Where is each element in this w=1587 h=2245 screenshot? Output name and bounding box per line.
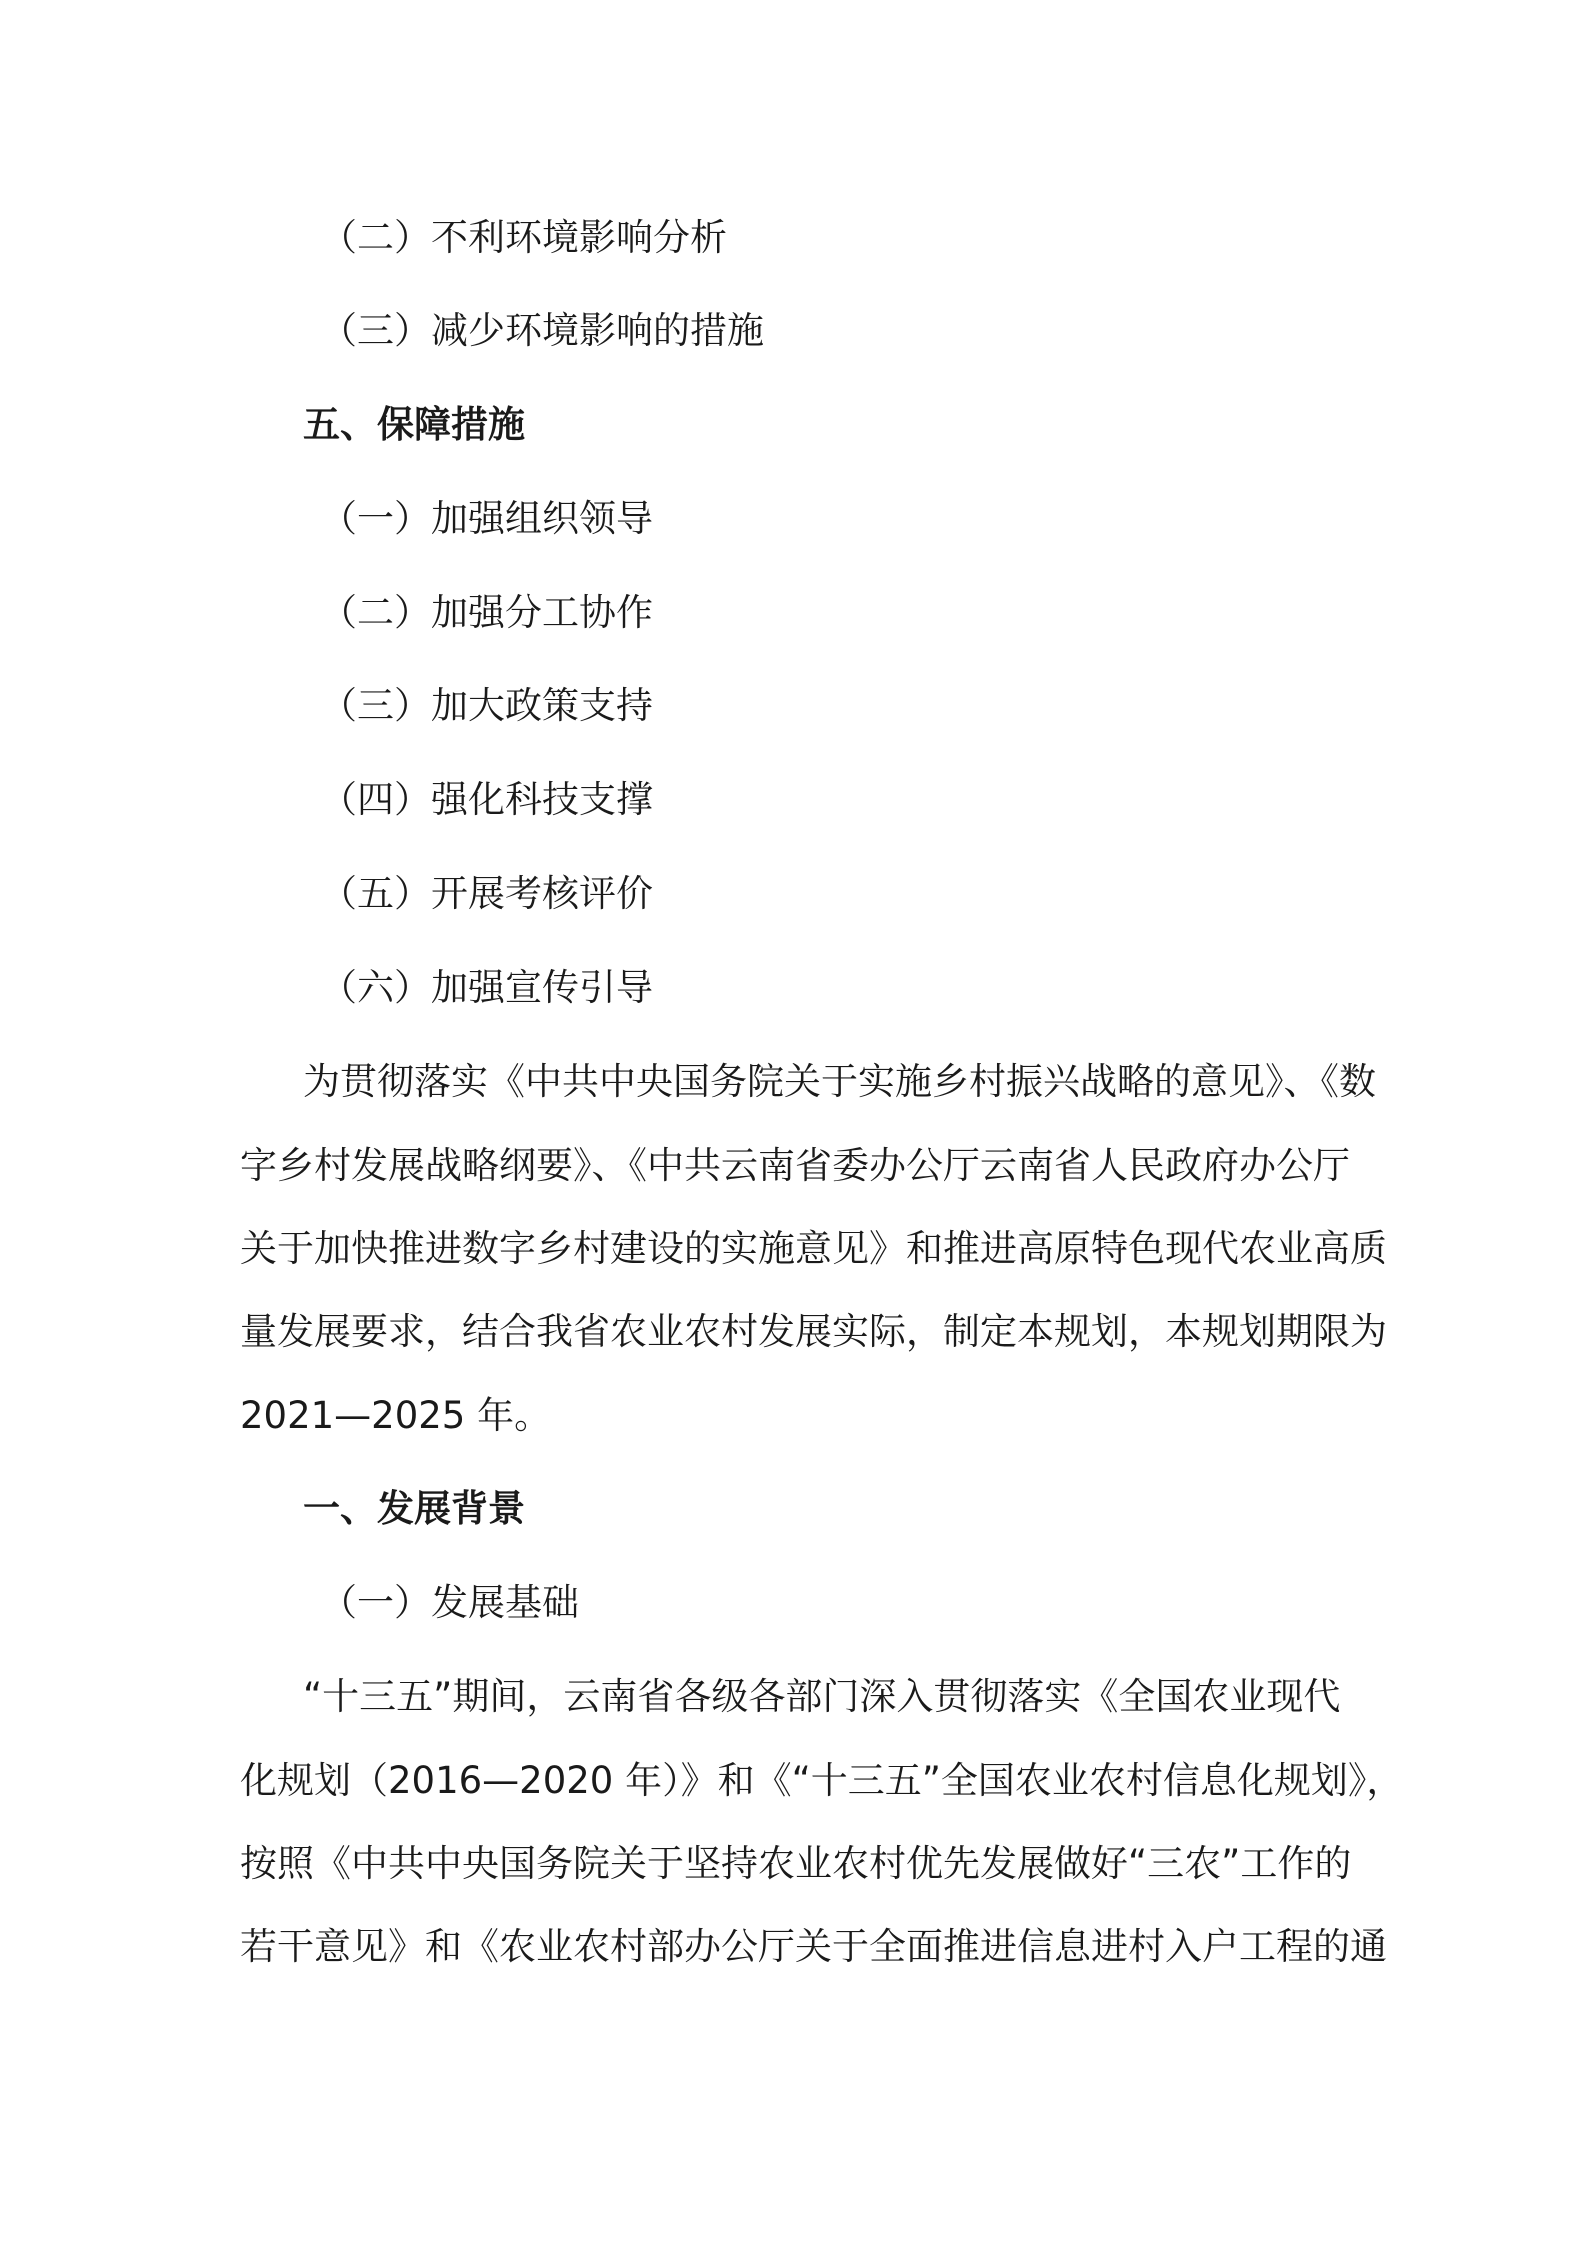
toc-item-5-2: （二）加强分工协作 [320,591,653,634]
section-1-subheading: （一）发展基础 [320,1581,579,1624]
section-5-heading: 五、保障措施 [303,403,525,446]
body-paragraph-line-1: “十三五”期间，云南省各级各部门深入贯彻落实《全国农业现代 [303,1675,1341,1718]
intro-paragraph-line-2: 字乡村发展战略纲要》、《中共云南省委办公厅云南省人民政府办公厅 [240,1144,1350,1187]
section-1-heading: 一、发展背景 [303,1487,525,1530]
toc-item-4-2: （二）不利环境影响分析 [320,216,727,259]
toc-item-5-6: （六）加强宣传引导 [320,966,653,1009]
intro-paragraph-line-5: 2021—2025 年。 [240,1394,552,1437]
body-paragraph-line-2: 化规划（2016—2020 年）》和《“十三五”全国农业农村信息化规划》， [240,1759,1404,1802]
intro-paragraph-line-3: 关于加快推进数字乡村建设的实施意见》和推进高原特色现代农业高质 [240,1227,1387,1270]
toc-item-5-4: （四）强化科技支撑 [320,778,653,821]
intro-paragraph-line-1: 为贯彻落实《中共中央国务院关于实施乡村振兴战略的意见》、《数 [303,1060,1376,1103]
intro-paragraph-line-4: 量发展要求，结合我省农业农村发展实际，制定本规划，本规划期限为 [240,1310,1387,1353]
body-paragraph-line-4: 若干意见》和《农业农村部办公厅关于全面推进信息进村入户工程的通 [240,1925,1387,1968]
toc-item-5-1: （一）加强组织领导 [320,497,653,540]
toc-item-5-5: （五）开展考核评价 [320,872,653,915]
toc-item-5-3: （三）加大政策支持 [320,684,653,727]
toc-item-4-3: （三）减少环境影响的措施 [320,309,764,352]
body-paragraph-line-3: 按照《中共中央国务院关于坚持农业农村优先发展做好“三农”工作的 [240,1842,1352,1885]
